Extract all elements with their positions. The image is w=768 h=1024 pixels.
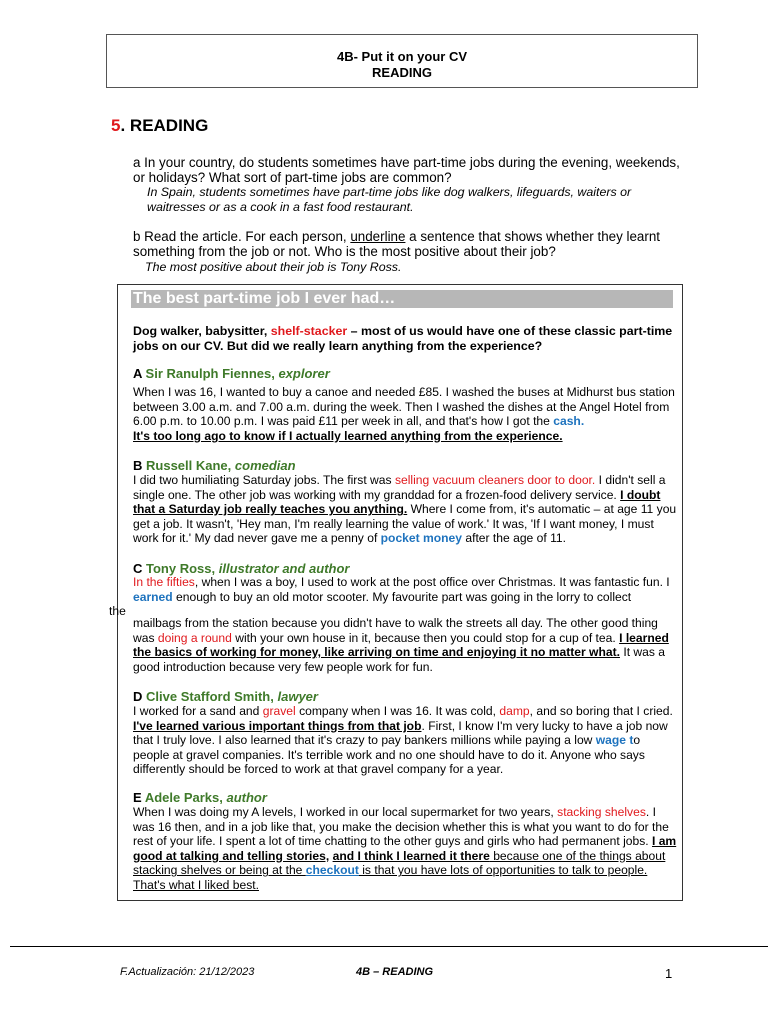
person-letter: B <box>133 458 143 473</box>
text-segment: because one of the things about stacking shelves or being at the <box>133 848 666 878</box>
person-e-text <box>133 805 678 893</box>
vocab-highlight: cash. <box>553 414 585 429</box>
person-letter: A <box>133 366 142 381</box>
text-segment: enough to buy an old motor scooter. My favourite part was going in the lorry to collect <box>172 589 632 604</box>
person-d-text <box>133 704 678 777</box>
text-segment: When I was 16, I wanted to buy a canoe and needed £85. I washed the buses at Midhurst bus station between 3.00 a.m. and 7.00 a.m. during the week. Then I washed the dishes at the Angel Hotel from 6.00 p.m. to 10.00 p.m. I was paid £11 per week in all, and that's how I got the <box>133 385 675 429</box>
header-title: 4B- Put it on your CV <box>337 49 467 64</box>
question-b-underlined: underline <box>350 229 406 244</box>
vocab-highlight: pocket money <box>380 531 462 546</box>
vocab-highlight: gravel <box>262 704 296 718</box>
vocab-highlight: wage t <box>595 733 634 748</box>
vocab-highlight: stacking shelves <box>557 805 646 819</box>
article-intro <box>133 324 673 354</box>
person-name: Tony Ross, <box>146 561 216 576</box>
person-letter: C <box>133 561 143 576</box>
person-d-heading <box>133 689 318 704</box>
text-segment: I did two humiliating Saturday jobs. The first was <box>133 473 395 487</box>
text-segment: o people at gravel companies. It's terrible work and no one should have to do it. Anyone who says differently should be forced to work at that gravel company for a year. <box>133 733 645 777</box>
text-segment: company when I was 16. It was cold, <box>295 704 500 718</box>
person-letter: D <box>133 689 143 704</box>
person-e-heading <box>133 790 267 805</box>
key-sentence: I doubt that a Saturday job really teaches you anything. <box>133 487 661 517</box>
text-segment: , and so boring that I cried. <box>529 704 673 718</box>
text-segment: Where I come from, it's automatic – at age 11 you get a job. It wasn't, 'Hey man, I'm really learning the value of work.' It was, 'If I want money, I must work for it.' My dad never gave me a penny of <box>133 502 677 546</box>
key-sentence: and I think I learned it there <box>332 848 490 863</box>
question-b <box>133 229 693 259</box>
person-a-text <box>133 385 678 443</box>
section-heading <box>111 116 208 136</box>
vocab-highlight: selling vacuum cleaners door to door. <box>394 473 596 487</box>
person-name: Clive Stafford Smith, <box>146 689 274 704</box>
text-segment: with your own house in it, because then you could stop for a cup of tea. <box>231 630 620 645</box>
vocab-highlight: doing a round <box>157 630 232 645</box>
text-segment: . I was 16 then, and in a job like that, you make the decision whether this is what you want to do for the rest of your life. I spent a lot of time chatting to the other guys and girls who had permanent jobs. <box>133 805 669 849</box>
footer-section-label: 4B – READING <box>356 966 434 978</box>
question-b-text-end: a sentence that shows whether they learnt something from the job or not. Who is the most positive about their job? <box>133 229 661 259</box>
question-b-text-start: b Read the article. For each person, <box>133 229 351 244</box>
vocab-highlight: checkout <box>305 863 359 878</box>
person-c-text-part1 <box>133 575 678 604</box>
person-name: Russell Kane, <box>146 458 232 473</box>
person-b-heading <box>133 458 296 473</box>
key-sentence: I am good at talking and telling stories, <box>133 834 677 863</box>
text-segment: mailbags from the station because you didn't have to walk the streets all day. The other good thing was <box>133 616 658 645</box>
key-sentence: I've learned various important things from that job <box>133 718 422 733</box>
key-sentence: I learned the basics of working for money, like arriving on time and enjoying it no matter what. <box>133 630 669 660</box>
text-segment: after the age of 11. <box>462 531 566 546</box>
intro-highlight: shelf-stacker <box>270 324 348 338</box>
article-title: The best part-time job I ever had… <box>131 290 673 308</box>
person-b-text <box>133 473 678 546</box>
person-a-heading <box>133 366 330 381</box>
text-segment: When I was doing my A levels, I worked in our local supermarket for two years, <box>133 805 558 819</box>
person-role: comedian <box>234 458 296 473</box>
person-name: Sir Ranulph Fiennes, <box>145 366 275 381</box>
section-number: 5 <box>111 116 121 135</box>
person-role: illustrator and author <box>218 561 350 576</box>
vocab-highlight: In the fifties <box>133 575 195 589</box>
text-segment: I worked for a sand and <box>133 704 263 718</box>
document-header-box <box>106 34 698 88</box>
text-segment: It was a good introduction because very few people work for fun. <box>133 645 666 674</box>
text-segment: is that you have lots of opportunities to talk to people. That's what I liked best. <box>133 863 648 892</box>
vocab-highlight: damp <box>499 704 530 718</box>
question-a: a In your country, do students sometimes have part-time jobs during the evening, weekends, or holidays? What sort of part-time jobs are common? <box>133 155 680 185</box>
person-role: lawyer <box>277 689 318 704</box>
person-letter: E <box>133 790 142 805</box>
footer-divider <box>10 946 768 947</box>
text-segment: , when I was a boy, I used to work at the post office over Christmas. It was fantastic fun. I <box>194 575 670 589</box>
page-number: 1 <box>665 966 673 981</box>
header-subtitle: READING <box>372 65 432 80</box>
footer-update-date: F.Actualización: 21/12/2023 <box>120 966 255 978</box>
person-name: Adele Parks, <box>144 790 223 805</box>
intro-text-end: – most of us would have one of these classic part-time jobs on our CV. But did we really learn anything from the experience? <box>133 324 673 353</box>
intro-text-start: Dog walker, babysitter, <box>133 324 271 338</box>
question-b-answer: The most positive about their job is Tony Ross. <box>145 260 402 274</box>
person-c-text-part2 <box>133 616 678 674</box>
text-segment: . First, I know I'm very lucky to have a job now that I truly love. I also learned that it's crazy to pay bankers millions while paying a low <box>133 718 668 748</box>
person-c-heading <box>133 561 349 576</box>
question-a-answer: In Spain, students sometimes have part-time jobs like dog walkers, lifeguards, waiters or waitresses or as a cook in a fast food restaurant. <box>147 185 632 214</box>
text-segment: I didn't sell a single one. The other job was working with my granddad for a frozen-food delivery service. <box>133 473 666 502</box>
vocab-highlight: earned <box>133 589 173 604</box>
key-sentence: It's too long ago to know if I actually learned anything from the experience. <box>133 428 563 443</box>
stray-word: the <box>109 604 126 618</box>
person-role: author <box>226 790 267 805</box>
person-role: explorer <box>278 366 330 381</box>
section-title: . READING <box>120 116 209 135</box>
